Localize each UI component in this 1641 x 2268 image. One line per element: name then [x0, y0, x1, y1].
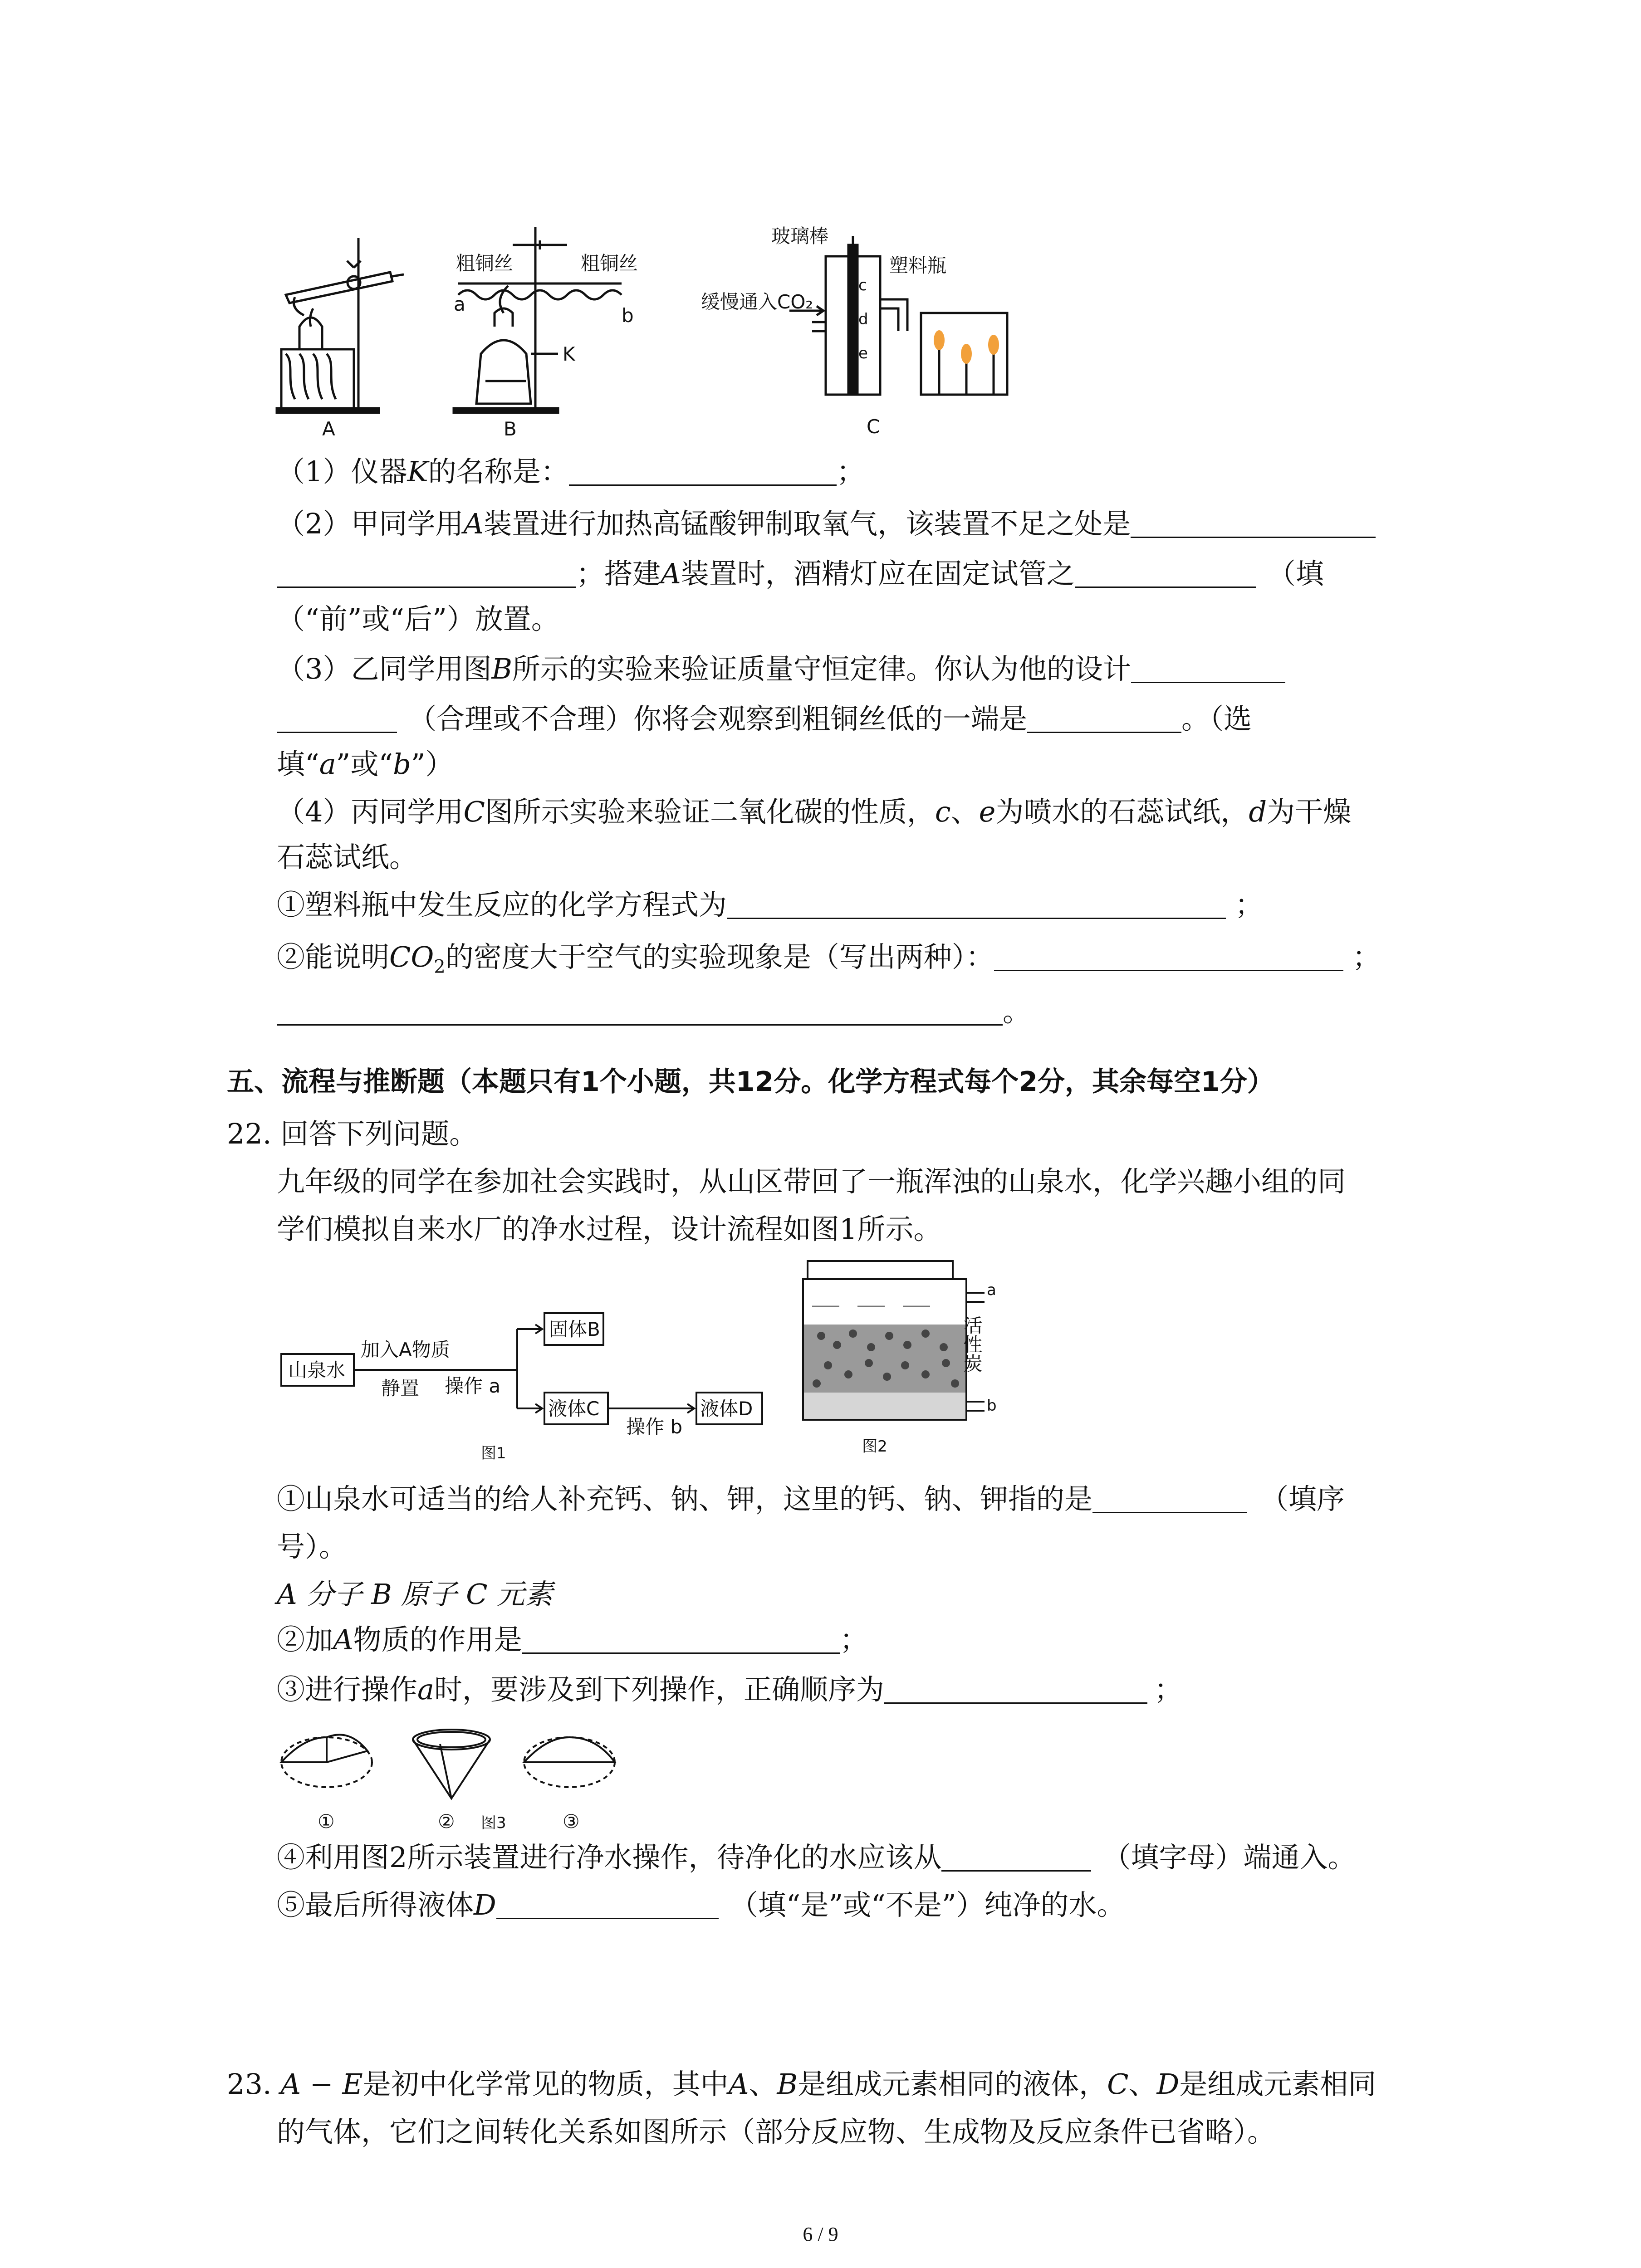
q21-p3-line2: （合理或不合理）你将会观察到粗铜丝低的一端是 。（选: [277, 701, 1252, 737]
section5-title: 五、流程与推断题（本题只有1个小题，共12分。化学方程式每个2分，其余每空1分）: [227, 1066, 1274, 1098]
q21-blank-2a[interactable]: [1131, 509, 1376, 538]
label-b-k: K: [563, 343, 575, 365]
label-a: A: [322, 418, 335, 440]
label-c-d: d: [858, 310, 868, 328]
label-c-e: e: [858, 344, 868, 362]
apparatus-figure: [268, 218, 1039, 440]
q21-p4-line1: （4）丙同学用C图所示实验来验证二氧化碳的性质，c、e为喷水的石蕊试纸，d为干燥: [277, 795, 1352, 828]
fold-figure-3: [277, 1719, 640, 1837]
q22-intro-2: 学们模拟自来水厂的净水过程，设计流程如图1所示。: [277, 1212, 942, 1246]
q21-p4-line2: 石蕊试纸。: [277, 841, 418, 874]
filter-figure-2: [794, 1252, 1003, 1465]
flow-solid-b: 固体B: [549, 1318, 600, 1340]
q21-blank-4-1[interactable]: [727, 890, 1226, 919]
q21-p1: （1）仪器K的名称是： ；: [277, 455, 865, 488]
q22-blank-1[interactable]: [1092, 1485, 1247, 1513]
flow-box1-label: 山泉水: [288, 1359, 346, 1381]
q22-blank-5[interactable]: [496, 1891, 719, 1919]
q21-blank-3b[interactable]: [277, 704, 397, 733]
q21-blank-3a[interactable]: [1131, 655, 1285, 683]
q21-p2-line3: （“前”或“后”）放置。: [277, 602, 559, 635]
q21-blank-4-2b[interactable]: [277, 997, 1003, 1026]
flow-step1a: 加入A物质: [361, 1339, 450, 1361]
q22-s1-options: A 分子 B 原子 C 元素: [277, 1578, 553, 1611]
label-c-inlet: 缓慢通入CO₂: [701, 291, 813, 313]
page-number: 6 / 9: [803, 2223, 838, 2245]
q21-blank-2c[interactable]: [1075, 559, 1256, 588]
filter-label: 活性炭: [960, 1315, 983, 1373]
q22-s5: ⑤最后所得液体D （填“是”或“不是”）纯净的水。: [277, 1888, 1125, 1921]
flow-step3: 操作 b: [626, 1416, 683, 1438]
q22-s1-line2: 号）。: [277, 1530, 348, 1563]
label-b-wire-left: 粗铜丝: [456, 252, 514, 274]
q22-blank-4[interactable]: [941, 1843, 1091, 1872]
q22-head: 22. 回答下列问题。: [227, 1117, 478, 1150]
fold-num-1: ①: [318, 1810, 335, 1833]
label-b: B: [504, 418, 517, 440]
filter-a: a: [987, 1281, 996, 1299]
q22-s1-line1: ①山泉水可适当的给人补充钙、钠、钾，这里的钙、钠、钾指的是 （填序: [277, 1482, 1345, 1515]
label-c: C: [867, 415, 880, 438]
q21-blank-3c[interactable]: [1027, 704, 1181, 733]
q21-p2-line1: （2）甲同学用A装置进行加热高锰酸钾制取氧气，该装置不足之处是: [277, 506, 1376, 542]
q22-blank-3[interactable]: [884, 1675, 1147, 1704]
flow-step2: 操作 a: [445, 1375, 501, 1397]
label-b-b: b: [622, 304, 634, 327]
fold-num-3: ③: [563, 1810, 580, 1833]
label-c-rod: 玻璃棒: [771, 225, 829, 247]
q21-blank-1[interactable]: [569, 457, 837, 486]
apparatus-a: [277, 238, 404, 413]
q23-line2: 的气体，它们之间转化关系如图所示（部分反应物、生成物及反应条件已省略）。: [277, 2115, 1276, 2148]
q22-s2: ②加A物质的作用是 ；: [277, 1623, 868, 1656]
q21-p4-2-line2: 。: [277, 993, 1031, 1030]
label-c-c: c: [858, 276, 867, 294]
flow-step1b: 静置: [381, 1377, 420, 1399]
q21-blank-2b[interactable]: [277, 559, 576, 588]
q22-s4: ④利用图2所示装置进行净水操作，待净化的水应该从 （填字母）端通入。: [277, 1841, 1356, 1874]
q22-s3: ③进行操作a时，要涉及到下列操作，正确顺序为 ；: [277, 1673, 1183, 1706]
q21-p3-line3: 填“a”或“b”）: [277, 748, 454, 781]
q22-intro-1: 九年级的同学在参加社会实践时，从山区带回了一瓶浑浊的山泉水，化学兴趣小组的同: [277, 1165, 1346, 1198]
filter-fig2-caption: 图2: [862, 1437, 887, 1456]
candle-flames: [934, 330, 999, 364]
q21-p2-line2: ；搭建A装置时，酒精灯应在固定试管之 （填: [277, 556, 1324, 592]
flow-liquid-d: 液体D: [700, 1398, 753, 1420]
label-b-wire-right: 粗铜丝: [581, 252, 638, 274]
label-c-bottle: 塑料瓶: [889, 254, 947, 277]
flow-fig1-caption: 图1: [481, 1444, 506, 1462]
label-b-a: a: [454, 293, 465, 315]
flowchart-figure-1: [277, 1302, 803, 1465]
filter-b: b: [987, 1397, 997, 1415]
q21-p4-2: ②能说明$CO_2$的密度大于空气的实验现象是（写出两种）： ；: [277, 940, 1381, 978]
q21-p4-1: ①塑料瓶中发生反应的化学方程式为 ；: [277, 888, 1264, 921]
q21-p3-line1: （3）乙同学用图B所示的实验来验证质量守恒定律。你认为他的设计: [277, 651, 1285, 687]
q22-blank-2[interactable]: [522, 1625, 840, 1654]
q23-line1: 23. A − E是初中化学常见的物质，其中A、B是组成元素相同的液体，C、D是组成元素相同: [227, 2068, 1376, 2101]
fold-num-2: ②: [438, 1810, 455, 1833]
fold-fig3-caption: 图3: [481, 1814, 506, 1832]
q21-blank-4-2a[interactable]: [994, 943, 1343, 971]
flow-liquid-c: 液体C: [548, 1398, 600, 1420]
